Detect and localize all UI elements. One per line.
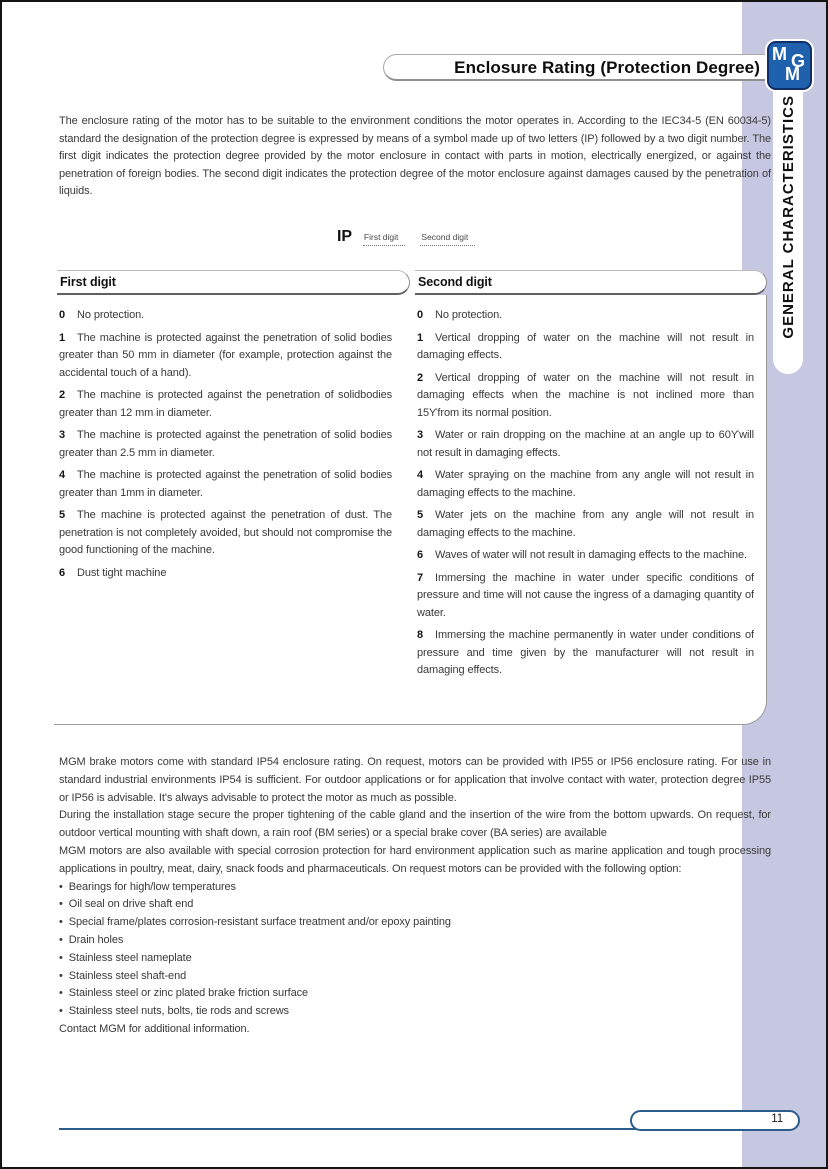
digit-text: Vertical dropping of water on the machine will not result in damaging effects. (417, 331, 754, 361)
digit-item (59, 565, 392, 583)
digit-text: No protection. (435, 309, 503, 321)
first-digit-header: First digit (57, 270, 410, 295)
first-digit-list (59, 307, 392, 587)
digit-number: 8 (417, 629, 424, 641)
bullet-text: Stainless steel shaft-end (68, 969, 187, 982)
digit-item (417, 370, 754, 423)
digit-item (59, 507, 392, 560)
digit-number: 0 (59, 309, 66, 321)
digit-item (417, 627, 754, 680)
digit-number: 5 (59, 509, 66, 521)
bullet-item (59, 985, 771, 1003)
digit-item (59, 307, 392, 325)
digit-item (417, 547, 754, 565)
digit-text: Immersing the machine permanently in water under conditions of pressure and time given by the manufacturer will not result in damaging effects. (417, 629, 754, 676)
footer-rule (59, 1128, 731, 1130)
options-list (59, 879, 771, 1021)
bullet-icon: • (59, 916, 63, 929)
digit-number: 1 (59, 331, 66, 344)
contact-note: Contact MGM for additional information. (59, 1022, 250, 1035)
digit-number: 7 (417, 571, 424, 584)
page-number-tab (630, 1110, 800, 1131)
digit-number: 4 (59, 469, 66, 481)
mgm-logo (767, 41, 812, 90)
bullet-text: Stainless steel nuts, bolts, tie rods and screws (68, 1005, 289, 1018)
bullet-item (59, 932, 771, 950)
ip-second-digit-label: Second digit (420, 232, 475, 246)
page-title: Enclosure Rating (Protection Degree) (454, 58, 760, 77)
digit-number: 2 (59, 389, 66, 401)
digit-item (417, 427, 754, 462)
bullet-item (59, 914, 771, 932)
logo-letter-m1: M (772, 44, 787, 64)
digit-number: 3 (417, 429, 424, 441)
ip-first-digit-label: First digit (363, 232, 405, 246)
digit-item (417, 467, 754, 502)
bullet-icon: • (59, 898, 63, 911)
intro-paragraph: The enclosure rating of the motor has to be suitable to the environment conditions the motor operates in. According to the IEC34-5 (EN 60034-5) standard the designation of the protection degree is expressed by means of a symbol made up of two letters (IP) followed by a two digit number. The first digit indicates the protection degree provided by the motor enclosure in contact with parts in motion, electrically energized, or against the penetration of foreign bodies. The second digit indicates the protection degree of the motor enclosure against damages caused by the penetration of liquids. (59, 115, 771, 197)
body-paragraphs (59, 754, 771, 879)
digit-text: Dust tight machine (77, 566, 167, 579)
digit-item (59, 427, 392, 462)
digit-number: 6 (59, 566, 66, 579)
digit-text: The machine is protected against the penetration of solid bodies greater than 2.5 mm in diameter. (59, 429, 392, 459)
bullet-icon: • (59, 1005, 63, 1018)
body-paragraph: During the installation stage secure the proper tightening of the cable gland and the insertion of the wire from the bottom upwards. On request, for outdoor vertical mounting with shaft down, a rain roof (BM series) or a special brake cover (BA series) are available (59, 809, 771, 840)
bottom-section (59, 754, 771, 1039)
digit-number: 0 (417, 309, 424, 321)
bullet-text: Bearings for high/low temperatures (68, 880, 236, 893)
digit-item (59, 467, 392, 502)
bullet-item (59, 950, 771, 968)
bullet-item (59, 879, 771, 897)
digit-text: Water jets on the machine from any angle will not result in damaging effects to the machine. (417, 509, 754, 539)
ip-prefix: IP (337, 228, 352, 245)
bullet-icon: • (59, 880, 63, 893)
digit-text: Water or rain dropping on the machine at an angle up to 60ϒwill not result in damaging effects. (417, 429, 754, 459)
digit-item (59, 330, 392, 383)
digit-text: Vertical dropping of water on the machine will not result in damaging effects when the machine is not inclined more than 15ϒfrom its normal position. (417, 371, 754, 419)
digit-item (59, 387, 392, 422)
vertical-section-tab (773, 60, 803, 374)
digit-text: Water spraying on the machine from any angle will not result in damaging effects to the machine. (417, 469, 754, 499)
page-title-tab (383, 54, 767, 81)
digit-item (417, 570, 754, 623)
page-number: 11 (771, 1113, 783, 1125)
bullet-text: Special frame/plates corrosion-resistant surface treatment and/or epoxy painting (68, 916, 451, 929)
digit-number: 6 (417, 549, 424, 561)
bullet-icon: • (59, 969, 63, 982)
digit-text: Immersing the machine in water under specific conditions of pressure and time will not cause the ingress of a damaging quantity of water. (417, 571, 754, 619)
digit-item (417, 307, 754, 325)
bullet-icon: • (59, 933, 63, 946)
body-paragraph: MGM brake motors come with standard IP54 enclosure rating. On request, motors can be provided with IP55 or IP56 enclosure rating. For use in standard industrial environments IP54 is sufficient. For outdoor applications or for application that involve contact with water, protection degree IP55 or IP56 is advisable. It's always advisable to protect the motor as much as possible. (59, 756, 771, 804)
body-paragraph: MGM motors are also available with special corrosion protection for hard environment application such as marine application and tough processing applications in poultry, meat, dairy, snack foods and pharmaceuticals. On request motors can be provided with the following option: (59, 844, 771, 875)
bullet-icon: • (59, 987, 63, 1000)
logo-letter-m2: M (785, 64, 800, 84)
digit-text: The machine is protected against the penetration of solid bodies greater than 1mm in diameter. (59, 469, 392, 499)
digit-number: 5 (417, 509, 424, 521)
bullet-text: Stainless steel or zinc plated brake friction surface (68, 987, 309, 1000)
ip-diagram (337, 228, 475, 246)
logo-letter-g: G (791, 51, 805, 71)
digit-number: 4 (417, 469, 424, 481)
bullet-text: Drain holes (68, 933, 124, 946)
digit-text: No protection. (77, 309, 145, 321)
bullet-item (59, 968, 771, 986)
second-digit-header: Second digit (415, 270, 767, 295)
digit-text: The machine is protected against the penetration of solid bodies greater than 50 mm in diameter (for example, protection against the accidental touch of a hand). (59, 331, 392, 379)
digit-number: 2 (417, 371, 424, 384)
digit-text: The machine is protected against the penetration of solidbodies greater than 12 mm in diameter. (59, 389, 392, 419)
bullet-text: Oil seal on drive shaft end (68, 898, 194, 911)
bullet-item (59, 896, 771, 914)
bullet-item (59, 1003, 771, 1021)
digit-text: Waves of water will not result in damaging effects to the machine. (435, 549, 747, 561)
second-digit-list (417, 307, 754, 685)
digit-text: The machine is protected against the penetration of dust. The penetration is not completely avoided, but should not compromise the good functioning of the machine. (59, 509, 392, 556)
bullet-icon: • (59, 951, 63, 964)
digit-number: 3 (59, 429, 66, 441)
bullet-text: Stainless steel nameplate (68, 951, 192, 964)
digit-item (417, 507, 754, 542)
digit-item (417, 330, 754, 365)
vertical-section-label: GENERAL CHARACTERISTICS (779, 95, 797, 339)
digit-number: 1 (417, 331, 424, 344)
